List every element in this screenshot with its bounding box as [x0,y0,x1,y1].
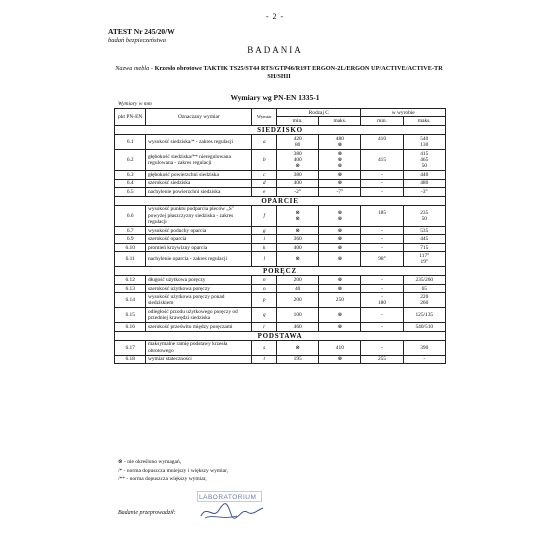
header-wyrobie-max: maks. [403,117,445,125]
cell-value: - [381,285,383,292]
cell-name: nachylenie powierzchni siedziska [146,188,252,196]
cell-value: 180 [377,300,387,307]
cell-value: 195 [293,356,302,363]
cell-wmax [403,323,445,331]
header-wyrobie-min: min. [361,117,403,125]
cell-pkt: 6.16 [115,323,146,331]
cell-value: - [381,311,383,318]
cell-value: ⊗ [337,156,343,163]
cell-wmin [361,226,403,234]
cell-rmin [277,308,319,323]
cell-value: - [381,244,383,251]
cell-rmax [319,205,361,226]
cell-rmax [319,355,361,363]
cell-rmax [319,150,361,171]
cell-value: ⊗ [337,142,343,149]
cell-value: 130 [420,142,429,149]
cell-pkt: 6.17 [115,340,146,355]
cell-name: wysokość użytkowa poręczy ponad siedziskiem [146,293,252,308]
cell-wmax [403,276,445,284]
cell-wmax [403,205,445,226]
cell-value: - [381,323,383,330]
cell-value: 715 [420,244,429,251]
cell-rmin [277,171,319,179]
cell-value: - [381,294,383,301]
cell-name: szerokość oparcia [146,235,252,243]
cell-pkt: 6.18 [115,355,146,363]
cell-rmin [277,276,319,284]
cell-value: 220 [420,294,429,301]
cell-wmin [361,284,403,292]
cell-value: ⊗ [337,150,343,157]
cell-value: - [381,236,383,243]
cell-value: 380 [293,150,302,157]
cell-wmax [403,226,445,234]
cell-symbol: n [252,276,277,284]
cell-symbol: o [252,284,277,292]
cell-rmax [319,243,361,251]
cell-wmin [361,171,403,179]
cell-pkt: 6.15 [115,308,146,323]
cell-value: - [423,356,426,363]
cell-value: ⊗ [295,344,300,351]
cell-value: 420 [293,135,302,142]
table-row [115,252,446,267]
cell-wmax [403,340,445,355]
cell-value: 65 [421,285,427,292]
section-header [115,267,446,276]
cell-value: 185 [377,209,387,216]
cell-value: ⊗ [337,285,343,292]
cell-value: ⊗ [337,163,343,170]
subject-value: Krzesło obrotowe TAKTIK TS25/ST44 RTS/GTP46/R19T ERGON-2L/ERGON UP/ACTIVE/ACTIVE-TR SH/SHII [154,65,443,81]
cell-name: promień krzywizny oparcia [146,243,252,251]
cell-name: wysokość poduchy oparcia [146,226,252,234]
table-row [115,276,446,284]
note-item: /* - norma dopuszcza mniejszy i większy wymiar, [118,467,229,474]
cell-name: głębokość siedziska/** nieregulowana regulowana - zakres regulacji [146,150,252,171]
cell-wmin [361,135,403,150]
cell-value: ⊗ [337,236,343,243]
cell-pkt: 6.12 [115,276,146,284]
cell-wmax [403,135,445,150]
cell-symbol: c [252,171,277,179]
cell-wmin [361,235,403,243]
cell-rmin [277,355,319,363]
cell-name: szerokość prześwitu między poręczami [146,323,252,331]
table-row [115,171,446,179]
header-rodzaj: Rodzaj C [277,109,361,117]
cell-value: - [381,277,383,284]
cell-symbol: d [252,179,277,187]
cell-value: 440 [420,171,429,178]
cell-value: ⊗ [337,256,343,263]
cell-value: ⊗ [337,277,343,284]
table-row [115,355,446,363]
subject-label: Nazwa mebla [115,65,150,72]
note-item: ⊗ - nie określono wymagań, [118,459,182,465]
section-header [115,125,446,134]
table-units: Wymiary w mm [118,101,152,107]
table-row [115,243,446,251]
cell-value: -7° [336,188,344,195]
dimensions-table [114,108,446,364]
section-title: PODSTAWA [115,331,446,340]
cell-wmin [361,308,403,323]
cell-wmin [361,205,403,226]
cell-rmax [319,293,361,308]
cell-rmin [277,135,319,150]
cell-value: 200 [293,277,302,284]
cell-rmax [319,226,361,234]
cell-value: -2° [294,188,301,195]
cell-value: 50 [421,215,427,222]
cell-rmin [277,243,319,251]
cell-value: ⊗ [337,356,343,363]
cell-wmin [361,179,403,187]
cell-wmax [403,308,445,323]
cell-rmax [319,340,361,355]
cell-symbol: s [252,340,277,355]
cell-pkt: 6.2 [115,150,146,171]
cell-pkt: 6.5 [115,188,146,196]
cell-wmin [361,188,403,196]
header-name: Oznaczany wymiar [146,109,252,126]
cell-wmin [361,276,403,284]
cell-pkt: 6.4 [115,179,146,187]
cell-rmin [277,226,319,234]
cell-wmax [403,293,445,308]
cell-value [363,216,401,222]
cell-value: 480 [335,135,344,142]
section-title: SIEDZISKO [115,125,446,134]
certificate-number: ATEST Nr 245/20/W [108,27,175,36]
cell-value: - [381,344,383,351]
cell-value [363,163,401,169]
cell-symbol: b [252,150,277,171]
cell-value: 40 [294,285,301,292]
cell-value: - [381,180,383,187]
cell-rmax [319,188,361,196]
table-row [115,188,446,196]
cell-wmax [403,284,445,292]
cell-value: 380 [293,171,302,178]
cell-name: wymiar stateczności [146,355,252,363]
page-number: - 2 - [265,12,285,21]
cell-rmin [277,340,319,355]
cell-pkt: 6.6 [115,205,146,226]
table-row [115,135,446,150]
cell-value: ⊗ [295,209,300,216]
cell-rmin [277,235,319,243]
cell-value: 445 [420,236,429,243]
cell-pkt: 6.3 [115,171,146,179]
cell-rmin [277,323,319,331]
cell-value [363,142,401,148]
cell-rmax [319,171,361,179]
table-row [115,323,446,331]
section-title: PORĘCZ [115,267,446,276]
cell-value: 400 [293,244,302,251]
cell-wmax [403,355,445,363]
cell-wmin [361,340,403,355]
cell-value: ⊗ [337,215,343,222]
cell-rmax [319,235,361,243]
cell-wmin [361,150,403,171]
cell-value: 19° [420,259,429,266]
cell-name: nachylenie oparcia - zakres regulacji [146,252,252,267]
table-row [115,150,446,171]
section-title: OPARCIE [115,196,446,205]
cell-value: 390 [420,344,429,351]
laboratory-stamp-signature [197,490,267,524]
cell-pkt: 6.7 [115,226,146,234]
cell-value: 540/510 [415,323,434,330]
cell-value: 400 [293,156,302,163]
cell-wmin [361,252,403,267]
table-row [115,284,446,292]
cell-symbol: l [252,252,277,267]
header-rodzaj-max: maks. [319,117,361,125]
cell-pkt: 6.14 [115,293,146,308]
header-pkt: pkt PN-EN [115,109,146,126]
cell-value: - [381,188,383,195]
cell-wmax [403,171,445,179]
cell-pkt: 6.10 [115,243,146,251]
table-row [115,205,446,226]
cell-wmax [403,243,445,251]
cell-symbol: q [252,308,277,323]
cell-rmax [319,252,361,267]
cell-value: 415 [420,150,429,157]
cell-name: szerokość siedziska [146,179,252,187]
table-body [115,125,446,363]
cell-value: 117° [419,253,430,259]
subject-line: Nazwa mebla - Krzesło obrotowe TAKTIK TS25/ST44 RTS/GTP46/R19T ERGON-2L/ERGON UP/ACTIVE/ACTIVE-TR SH/SHII [115,65,443,81]
cell-rmin [277,293,319,308]
cell-value: 235 [420,209,429,216]
cell-wmax [403,150,445,171]
cell-wmin [361,355,403,363]
cell-symbol: r [252,323,277,331]
cell-symbol: k [252,243,277,251]
notes [118,458,228,484]
cell-value: 100 [293,311,302,318]
cell-name: maksymalne ramię podstawy krzesła obrotowego [146,340,252,355]
cell-wmin [361,293,403,308]
cell-value: ⊗ [337,209,343,216]
table-row [115,179,446,187]
cell-value: ⊗ [337,323,343,330]
cell-wmax [403,235,445,243]
cell-value: - [381,171,383,178]
cell-value: 465 [420,156,429,163]
cell-value: ⊗ [337,311,343,318]
cell-value: 235/260 [415,277,434,284]
cell-value: 255 [377,356,387,363]
cell-value: ⊗ [337,244,343,251]
cell-rmax [319,308,361,323]
cell-value: 535 [420,227,429,234]
cell-value: ⊗ [337,171,343,178]
cell-value: 410 [377,135,387,142]
cell-symbol: f [252,205,277,226]
cell-rmin [277,150,319,171]
cell-value: 540 [420,135,429,142]
cell-rmin [277,284,319,292]
cell-wmin [361,243,403,251]
header-rodzaj-min: min. [277,117,319,125]
cell-name: głębokość powierzchni siedziska [146,171,252,179]
cell-value: 125/135 [415,311,434,318]
cell-value: 360 [293,236,302,243]
section-header [115,331,446,340]
cell-rmax [319,276,361,284]
table-row [115,226,446,234]
cell-rmin [277,252,319,267]
cell-wmin [361,323,403,331]
cell-value: 415 [377,156,387,163]
cell-symbol: a [252,135,277,150]
cell-rmax [319,284,361,292]
cell-name: szerokość użytkowa poręczy [146,284,252,292]
cell-rmin [277,205,319,226]
svg-text:LABORATORIUM: LABORATORIUM [199,494,257,501]
cell-value: 98° [378,256,386,263]
cell-rmax [319,323,361,331]
page-title: BADANIA [247,45,303,55]
table-row [115,293,446,308]
section-header [115,196,446,205]
cell-name: odległość przodu użytkowego poręczy od przedniej krawędzi siedziska [146,308,252,323]
table-row [115,340,446,355]
table-row [115,308,446,323]
cell-rmax [319,135,361,150]
cell-value: 400 [293,180,302,187]
cell-pkt: 6.13 [115,284,146,292]
cell-wmax [403,252,445,267]
cell-value: 50 [421,163,427,170]
header-wyrobie: w wyrobie [361,109,446,117]
cell-value: 80 [294,142,301,149]
note-item: /** - norma dopuszcza większy wymiar, [118,476,207,482]
cell-value: ⊗ [295,163,300,170]
header-symbol: Wymiar [252,109,277,126]
cell-value: 460 [293,323,302,330]
cell-rmin [277,188,319,196]
cell-value: - [381,227,383,234]
cell-name: długość użytkowa poręczy [146,276,252,284]
cell-value: 480 [420,180,429,187]
cell-rmax [319,179,361,187]
cell-value: 250 [335,297,344,304]
cell-name: wysokość punktu podparcia pleców „S" powyżej płaszczyzny siedziska - zakres regulacji [146,205,252,226]
cell-symbol: i [252,235,277,243]
cell-value: ⊗ [295,256,300,263]
cell-value: -3° [420,188,428,195]
cell-wmax [403,179,445,187]
table-row [115,235,446,243]
certificate-subtitle: badań bezpieczeństwa [108,37,166,44]
cell-value: ⊗ [337,227,343,234]
cell-symbol: p [252,293,277,308]
cell-pkt: 6.11 [115,252,146,267]
cell-pkt: 6.1 [115,135,146,150]
cell-symbol: e [252,188,277,196]
cell-pkt: 6.9 [115,235,146,243]
cell-value: 410 [335,344,344,351]
table-title: Wymiary wg PN-EN 1335-1 [230,93,320,102]
cell-symbol: t [252,355,277,363]
tested-by-label: Badanie przeprowadził: [118,510,176,516]
cell-wmax [403,188,445,196]
cell-value: 260 [420,300,429,307]
cell-value: 200 [293,297,302,304]
cell-value: ⊗ [337,180,343,187]
cell-name: wysokość siedziska/* - zakres regulacji [146,135,252,150]
cell-symbol: g [252,226,277,234]
cell-rmin [277,179,319,187]
cell-value: ⊗ [295,227,300,234]
cell-value: ⊗ [295,215,300,222]
